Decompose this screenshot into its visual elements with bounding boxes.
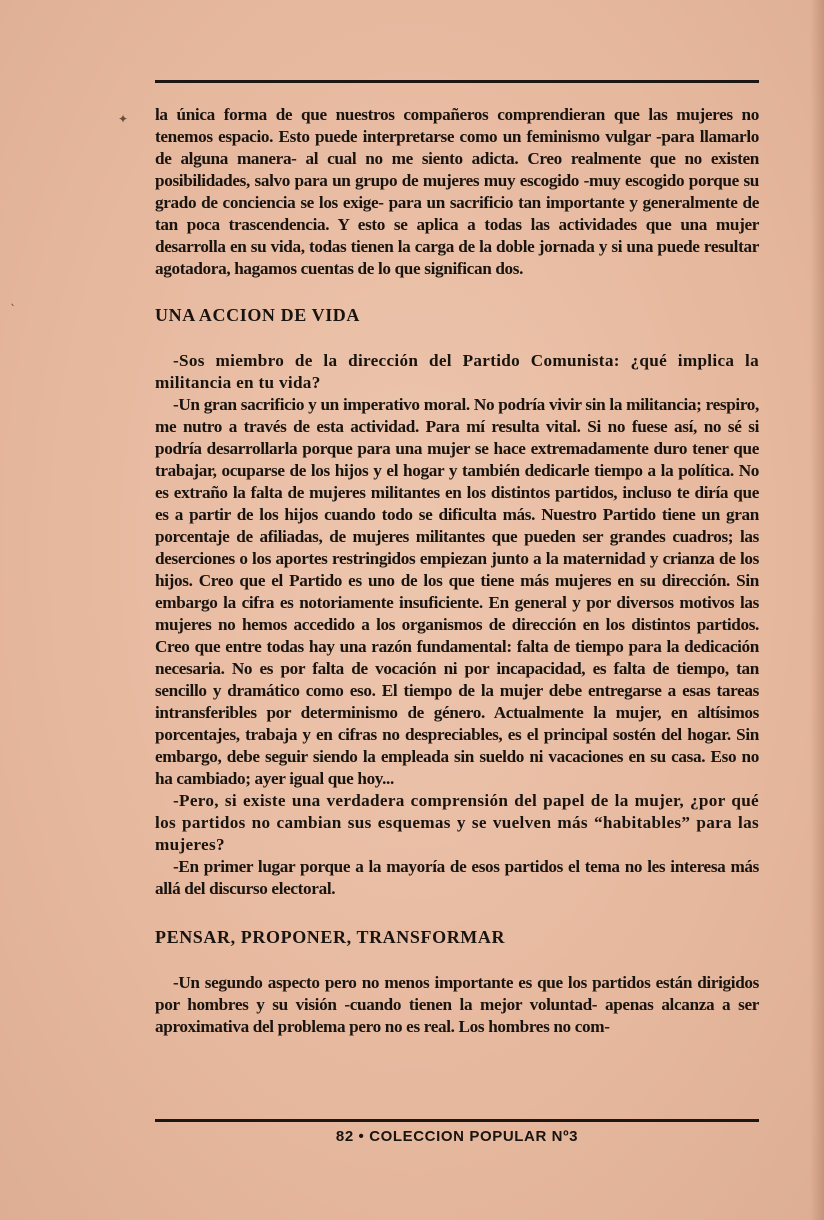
section-heading: PENSAR, PROPONER, TRANSFORMAR xyxy=(155,927,506,947)
collection-title: COLECCION POPULAR Nº3 xyxy=(369,1128,579,1145)
page-number: 82 xyxy=(335,1128,354,1145)
top-rule xyxy=(155,80,759,83)
page-edge-shadow xyxy=(810,0,824,1220)
interview-answer: -En primer lugar porque a la mayoría de esos partidos el tema no les interesa más allá del discurso electoral. xyxy=(155,857,759,898)
ink-speck: ✦ xyxy=(118,112,129,126)
interview-answer: -Un gran sacrificio y un imperativo moral. No podría vivir sin la militancia; respiro, me nutro a través de esta actividad. Para mí resulta vital. Si no fuese así, no sé si podría desarrollarla porque para una mujer se hace extremadamente duro tener que trabajar, ocuparse de los hijos y el hogar y también dedicarle tiempo a la política. No es extraño la falta de mujeres militantes en los distintos partidos, incluso te diría que es a partir de los hijos cuando todo se dificulta más. Nuestro Partido tiene un gran porcentaje de afiliadas, de mujeres militantes que pueden ser grandes cuadros; las deserciones o los aportes restringidos empiezan junto a la maternidad y crianza de los hijos. Creo que el Partido es uno de los que tiene más mujeres en su dirección. Sin embargo la cifra es notoriamente insuficiente. En general y por diversos motivos las mujeres no hemos accedido a los organismos de dirección en los distintos partidos. Creo que entre todas hay una razón fundamental: falta de tiempo para la dedicación necesaria. No es por falta de vocación ni por incapacidad, es falta de tiempo, tan sencillo y dramático como eso. El tiempo de la mujer debe entregarse a esas tareas intransferibles por determinismo de género. Actualmente la mujer, en altísimos porcentajes, trabaja y en cifras no despreciables, es el principal sostén del hogar. Sin embargo, debe seguir siendo la empleada sin sueldo ni vacaciones en su casa. Eso no ha cambiado; ayer igual que hoy... xyxy=(155,395,759,788)
interview-answer: -Un segundo aspecto pero no menos importante es que los partidos están dirigidos por hombres y su visión -cuando tienen la mejor voluntad- apenas alcanza a ser aproximativa del problema pero no es real. Los hombres no com- xyxy=(155,973,759,1036)
interview-question: -Pero, si existe una verdadera comprensión del papel de la mujer, ¿por qué los partidos no cambian sus esquemas y se vuelven más “habitables” para las mujeres? xyxy=(155,791,759,854)
page-body xyxy=(155,104,759,1038)
section-heading: UNA ACCION DE VIDA xyxy=(155,305,360,325)
interview-question: -Sos miembro de la dirección del Partido Comunista: ¿qué implica la militancia en tu vida? xyxy=(155,351,759,392)
paragraph: la única forma de que nuestros compañeros comprendieran que las mujeres no tenemos espacio. Esto puede interpretarse como un feminismo vulgar -para llamarlo de alguna manera- al cual no me siento adicta. Creo realmente que no existen posibilidades, salvo para un grupo de mujeres muy escogido -muy escogido porque su grado de conciencia se los exige- para un sacrificio tan importante y generalmente de tan poca trascendencia. Y esto se aplica a todas las actividades que una mujer desarrolla en su vida, todas tienen la carga de la doble jornada y si una puede resultar agotadora, hagamos cuentas de lo que significan dos. xyxy=(155,105,759,278)
ink-speck: ˎ xyxy=(10,292,16,306)
footer-separator: • xyxy=(358,1128,365,1145)
bottom-rule xyxy=(155,1119,759,1122)
page-footer xyxy=(155,1128,759,1145)
